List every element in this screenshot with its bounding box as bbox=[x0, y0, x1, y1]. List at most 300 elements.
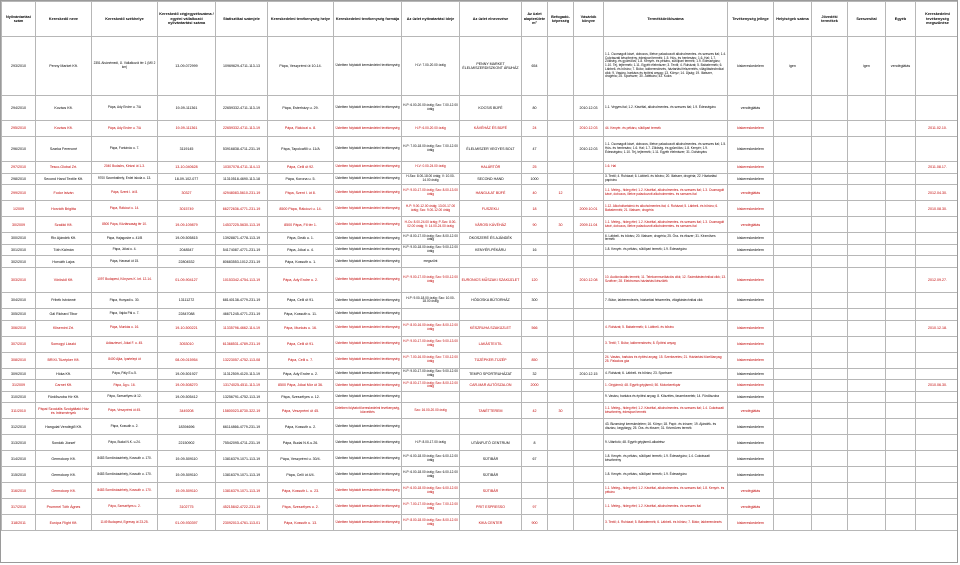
table-cell[interactable] bbox=[574, 308, 604, 320]
table-cell[interactable]: Üzletben folytatott kereskedelmi tevékenység bbox=[334, 499, 402, 515]
table-cell[interactable] bbox=[774, 403, 812, 419]
table-cell[interactable]: H-P: 6.00-18.00 óráig; Szo: 6.00-12.00 óráig bbox=[402, 467, 460, 483]
table-cell[interactable]: 8500 Pápa, Köztársaság tér 10. bbox=[92, 217, 158, 233]
table-cell[interactable] bbox=[812, 368, 848, 380]
table-cell[interactable]: 294/2010 bbox=[2, 96, 36, 121]
table-cell[interactable]: 299/2010 bbox=[2, 185, 36, 201]
table-cell[interactable] bbox=[848, 391, 886, 403]
table-cell[interactable]: Klisemint Zrt. bbox=[36, 320, 92, 336]
table-cell[interactable] bbox=[812, 451, 848, 467]
table-cell[interactable]: Pápa, Tapolcafői u. 11/A bbox=[268, 137, 334, 162]
table-cell[interactable] bbox=[886, 162, 916, 174]
table-cell[interactable]: 1.1. Meleg-, hideg étel; 1.2. Kávéital, alkoholmentes- és szeszes ital; 1.8. Kenyér- és pékáru bbox=[604, 483, 728, 499]
table-cell[interactable]: Szarka Ferencné bbox=[36, 137, 92, 162]
table-cell[interactable] bbox=[460, 256, 522, 268]
table-cell[interactable] bbox=[886, 380, 916, 392]
table-cell[interactable]: Pápa, Hunyadi u. 30. bbox=[92, 292, 158, 308]
table-cell[interactable] bbox=[774, 320, 812, 336]
table-cell[interactable]: 2011.08.17. bbox=[916, 162, 959, 174]
table-cell[interactable]: Tesco-Global Zrt. bbox=[36, 162, 92, 174]
table-cell[interactable]: 310/2010 bbox=[2, 391, 36, 403]
table-cell[interactable]: Pápa, Pály E.u.5. bbox=[92, 368, 158, 380]
table-cell[interactable] bbox=[774, 292, 812, 308]
table-cell[interactable]: 19-09-111361 bbox=[158, 96, 216, 121]
table-cell[interactable]: 40 bbox=[522, 185, 548, 201]
table-cell[interactable]: 307/2010 bbox=[2, 336, 36, 352]
table-cell[interactable]: kiskereskedelem bbox=[728, 267, 774, 292]
table-cell[interactable] bbox=[916, 244, 959, 256]
table-cell[interactable]: 8500 Pápa, Jókai Mór út 36. bbox=[268, 380, 334, 392]
table-cell[interactable] bbox=[886, 244, 916, 256]
table-cell[interactable]: kiskereskedelem bbox=[728, 435, 774, 451]
table-cell[interactable]: 1.1. Meleg-, hideg étel; 1.2. Kávéital, alkoholmentes- és szeszes ital bbox=[604, 499, 728, 515]
table-cell[interactable] bbox=[774, 256, 812, 268]
table-cell[interactable]: 30 bbox=[548, 217, 574, 233]
table-cell[interactable] bbox=[916, 137, 959, 162]
table-cell[interactable] bbox=[812, 162, 848, 174]
table-cell[interactable]: Pápa, Kossuth L. u. 23. bbox=[268, 483, 334, 499]
table-cell[interactable] bbox=[774, 201, 812, 217]
table-cell[interactable] bbox=[848, 96, 886, 121]
table-cell[interactable]: H-Szo: 8.00-18.00 óráig; V: 10.00-14.00 óráig bbox=[402, 173, 460, 185]
table-cell[interactable]: H-P: 7.00-16.00 óráig; Szo: 7.00-12.00 óráig bbox=[402, 352, 460, 368]
table-cell[interactable] bbox=[848, 217, 886, 233]
table-cell[interactable] bbox=[916, 435, 959, 451]
table-cell[interactable]: 2010.12.03 bbox=[574, 137, 604, 162]
table-cell[interactable]: Pápa, Vajda Pál u. 7. bbox=[92, 308, 158, 320]
table-cell[interactable] bbox=[548, 499, 574, 515]
table-cell[interactable]: Pápa, Jókai u. 4. bbox=[268, 244, 334, 256]
table-cell[interactable]: ÖKOSZERÉ ÉS AJÁNDÉK bbox=[460, 233, 522, 245]
table-cell[interactable]: Germokorp Kft. bbox=[36, 467, 92, 483]
table-cell[interactable]: kiskereskedelem bbox=[728, 451, 774, 467]
table-cell[interactable]: 303/2010 bbox=[2, 267, 36, 292]
table-cell[interactable]: Fribék Istvánné bbox=[36, 292, 92, 308]
table-cell[interactable]: 1.1. Csomagolt kávé, dobozos, illetve palackozott alkoholmentes- és szeszes ital; 1.4. Cukrászati készítmény, édesipari termék; 1.5. Hús- és hentesáru; 1.6. Hal; 1.7. Zöldség- és gyümölcs; 1.8. Kenyér- és pékáru, sütőipari termék; 1.9. Édességáru; 1.10. Tej, tejtermék; 1.11. Egyéb élelmiszer; 3. Textil; 4. Ruházat; 5. Babatermék; 6. Lábbeli- és bőráru; 7. Bútor, lakberendezés, háztartási felszerelés, világítástechnikai cikk; 9. Vasáru, barkács és építési anyag; 13. Könyv; 14. Újság; 19. Illatszer, drogéria; 25. Sportszer; 30. Játékáru; 43. Kulcs bbox=[604, 37, 728, 96]
table-cell[interactable] bbox=[916, 403, 959, 419]
table-cell[interactable]: kiskereskedelem bbox=[728, 515, 774, 531]
table-cell[interactable]: 22659332-4711-113-19 bbox=[216, 121, 268, 137]
table-cell[interactable]: Pápa, Veszprémi út 10-14. bbox=[268, 37, 334, 96]
table-cell[interactable] bbox=[916, 368, 959, 380]
table-cell[interactable]: Pápa, Ág u. 16. bbox=[92, 380, 158, 392]
table-cell[interactable] bbox=[774, 233, 812, 245]
table-cell[interactable] bbox=[886, 499, 916, 515]
table-cell[interactable]: Pápa, Veszprémi út 45. bbox=[92, 403, 158, 419]
table-cell[interactable]: HÓDOSKA BÚTORHÁZ bbox=[460, 292, 522, 308]
table-cell[interactable] bbox=[574, 336, 604, 352]
table-cell[interactable]: 2009.10.01 bbox=[574, 201, 604, 217]
table-cell[interactable] bbox=[886, 336, 916, 352]
table-cell[interactable]: 566 bbox=[522, 320, 548, 336]
table-cell[interactable]: 2351 Alsónémedi, Ü. Vállalkozói tér 1 (M0 2 km) bbox=[92, 37, 158, 96]
table-cell[interactable]: Pápa, Kossuth u. 13. bbox=[268, 515, 334, 531]
table-cell[interactable]: kiskereskedelem bbox=[728, 137, 774, 162]
table-cell[interactable]: 14537225-5630-113-19 bbox=[216, 217, 268, 233]
table-cell[interactable] bbox=[812, 499, 848, 515]
table-cell[interactable]: 16 bbox=[522, 244, 548, 256]
table-cell[interactable] bbox=[886, 217, 916, 233]
table-cell[interactable] bbox=[886, 352, 916, 368]
table-cell[interactable]: 80683553-1012-231-19 bbox=[216, 256, 268, 268]
table-cell[interactable] bbox=[848, 435, 886, 451]
table-cell[interactable]: 309/2010 bbox=[2, 368, 36, 380]
table-cell[interactable]: 9. Vasáru, barkács és építési anyag; 8. Kőszéles, faszerkezetek; 14. Fürdőszoba bbox=[604, 391, 728, 403]
table-cell[interactable]: 313/2010 bbox=[2, 435, 36, 451]
table-cell[interactable]: 19-09-501927 bbox=[158, 368, 216, 380]
table-cell[interactable] bbox=[916, 217, 959, 233]
table-cell[interactable]: 850 bbox=[522, 352, 548, 368]
table-cell[interactable]: vendéglátás bbox=[728, 217, 774, 233]
table-cell[interactable] bbox=[728, 308, 774, 320]
table-cell[interactable]: 2048547 bbox=[158, 244, 216, 256]
table-cell[interactable] bbox=[848, 352, 886, 368]
table-cell[interactable]: 6. Lábbeli- és bőráru; 20. Illatszer, drogéria; 25. Óra- és ékszer; 31. Kézműves termék bbox=[604, 233, 728, 245]
table-cell[interactable] bbox=[812, 173, 848, 185]
table-cell[interactable]: 15800023-8730-322-19 bbox=[216, 403, 268, 419]
table-cell[interactable] bbox=[848, 483, 886, 499]
table-cell[interactable]: 293/2010 bbox=[2, 37, 36, 96]
table-cell[interactable]: kiskereskedelem bbox=[728, 37, 774, 96]
table-cell[interactable] bbox=[848, 403, 886, 419]
table-cell[interactable] bbox=[548, 121, 574, 137]
table-cell[interactable]: H-P: 6.00-18.00 óráig; Szo: 6.00-12.00 óráig bbox=[402, 483, 460, 499]
table-cell[interactable]: 1149 Budapest, Egressy út 23-25. bbox=[92, 515, 158, 531]
table-cell[interactable]: Fodor István bbox=[36, 185, 92, 201]
table-cell[interactable] bbox=[848, 121, 886, 137]
table-cell[interactable]: 22659332-4711-113-19 bbox=[216, 96, 268, 121]
table-cell[interactable]: kiskereskedelem bbox=[728, 352, 774, 368]
table-cell[interactable]: 297/2010 bbox=[2, 162, 36, 174]
table-cell[interactable] bbox=[574, 173, 604, 185]
table-cell[interactable]: Pápa, Veszprémi u. 30/4. bbox=[268, 451, 334, 467]
table-cell[interactable] bbox=[916, 451, 959, 467]
table-cell[interactable] bbox=[848, 162, 886, 174]
table-cell[interactable]: H-V: 0.00-24.00 óráig bbox=[402, 162, 460, 174]
table-cell[interactable]: H-P: 8.00-17.00 óráig bbox=[402, 435, 460, 451]
table-cell[interactable] bbox=[548, 244, 574, 256]
table-cell[interactable] bbox=[916, 233, 959, 245]
table-cell[interactable]: PRIT ESPRESSO bbox=[460, 499, 522, 515]
table-cell[interactable]: H-P: 8.00-17.00 óráig; Szo: 8.00-12.00 óráig bbox=[402, 233, 460, 245]
table-cell[interactable]: Üzletben folytatott kereskedelmi tevékenység bbox=[334, 435, 402, 451]
table-cell[interactable]: 13174025-4511-113-19 bbox=[216, 380, 268, 392]
table-cell[interactable]: 314/2010 bbox=[2, 451, 36, 467]
table-cell[interactable] bbox=[402, 419, 460, 435]
table-cell[interactable]: kiskereskedelem bbox=[728, 336, 774, 352]
table-cell[interactable]: H-P: 7.00-18.00 óráig; Szo: 7.00-12.00 óráig bbox=[402, 137, 460, 162]
table-cell[interactable] bbox=[848, 368, 886, 380]
table-cell[interactable]: SÜTIBÁR bbox=[460, 451, 522, 467]
table-cell[interactable] bbox=[812, 308, 848, 320]
table-cell[interactable]: HANGULAT BÜFÉ bbox=[460, 185, 522, 201]
table-cell[interactable]: Pápa, Kossuth u. 1. bbox=[268, 256, 334, 268]
table-cell[interactable]: Pápa, Szent I. út 8. bbox=[268, 185, 334, 201]
table-cell[interactable]: 2010.12.03 bbox=[574, 121, 604, 137]
table-cell[interactable] bbox=[728, 256, 774, 268]
table-cell[interactable]: Pápa, Esterházy u. 29. bbox=[268, 96, 334, 121]
table-cell[interactable]: 18 bbox=[522, 201, 548, 217]
table-cell[interactable]: Horváth Brigitta bbox=[36, 201, 92, 217]
table-cell[interactable]: Pápa, Budai N.K.u.26. bbox=[268, 435, 334, 451]
table-cell[interactable] bbox=[916, 173, 959, 185]
table-cell[interactable] bbox=[574, 467, 604, 483]
table-cell[interactable]: LAKÁSTEXTIL bbox=[460, 336, 522, 352]
table-cell[interactable]: Fürdőszoba Hír Kft. bbox=[36, 391, 92, 403]
table-cell[interactable]: Pápa, Veszprémi út 45. bbox=[268, 403, 334, 419]
table-cell[interactable]: 9700 Szombathely, Erdei iskola u. 13. bbox=[92, 173, 158, 185]
table-cell[interactable] bbox=[886, 267, 916, 292]
table-cell[interactable]: 302/2010 bbox=[2, 256, 36, 268]
table-cell[interactable]: 308/2010 bbox=[2, 352, 36, 368]
table-cell[interactable]: 23092013-4761-113-01 bbox=[216, 515, 268, 531]
table-cell[interactable]: Üzletben folytatott kereskedelmi tevékenység bbox=[334, 256, 402, 268]
table-cell[interactable]: Üzletben folytatott kereskedelmi tevékenység bbox=[334, 391, 402, 403]
table-cell[interactable]: 2010.12.18. bbox=[916, 320, 959, 336]
table-cell[interactable]: Európa Flight Kft. bbox=[36, 515, 92, 531]
table-cell[interactable] bbox=[812, 467, 848, 483]
table-cell[interactable]: 1. Gépjármű; 48. Egyéb gépjármű; 50. Motorkerékpár bbox=[604, 380, 728, 392]
table-cell[interactable]: 01-09-904127 bbox=[158, 267, 216, 292]
table-cell[interactable] bbox=[548, 515, 574, 531]
table-cell[interactable]: 13928871-4778-113-19 bbox=[216, 233, 268, 245]
table-cell[interactable]: 97 bbox=[522, 499, 548, 515]
table-cell[interactable]: vendéglátás bbox=[886, 37, 916, 96]
table-cell[interactable]: 18394696 bbox=[158, 419, 216, 435]
table-cell[interactable]: 1.8. Kenyér- és pékáru, sütőipari termék; 1.9. Édességáru bbox=[604, 244, 728, 256]
table-cell[interactable]: ÉLELMISZER VEGYES BOLT bbox=[460, 137, 522, 162]
table-cell[interactable]: PENNY MARKET ÉLELMISZERDISZKONT ÁRUHÁZ bbox=[460, 37, 522, 96]
table-cell[interactable]: Üzletben folytatott kereskedelmi tevékenység bbox=[334, 137, 402, 162]
table-cell[interactable]: Adásztevel, Jókai F. u. 45. bbox=[92, 336, 158, 352]
table-cell[interactable]: 3119145 bbox=[158, 137, 216, 162]
table-cell[interactable]: 11335796-4662-114-19 bbox=[216, 320, 268, 336]
table-cell[interactable] bbox=[848, 467, 886, 483]
table-cell[interactable]: 2010.12.08 bbox=[574, 267, 604, 292]
table-cell[interactable]: KIKA CENTER bbox=[460, 515, 522, 531]
table-cell[interactable] bbox=[916, 37, 959, 96]
table-cell[interactable] bbox=[574, 403, 604, 419]
table-cell[interactable]: Szalóki Kft. bbox=[36, 217, 92, 233]
table-cell[interactable] bbox=[848, 451, 886, 467]
table-cell[interactable]: Üzletben folytatott kereskedelmi tevékenység bbox=[334, 267, 402, 292]
table-cell[interactable] bbox=[916, 96, 959, 121]
table-cell[interactable]: Gál Richard Tibor bbox=[36, 308, 92, 320]
table-cell[interactable]: Rix Ajándék Kft. bbox=[36, 233, 92, 245]
table-cell[interactable] bbox=[548, 37, 574, 96]
table-cell[interactable]: 10. Audiovizuális termék; 11. Telekommunikációs cikk; 12. Számítástechnikai cikk; 13. Szoftver; 28. Elektromos háztartási készülék bbox=[604, 267, 728, 292]
table-cell[interactable]: igen bbox=[848, 37, 886, 96]
table-cell[interactable]: Üzletben folytatott kereskedelmi tevékenység bbox=[334, 121, 402, 137]
table-cell[interactable] bbox=[916, 336, 959, 352]
table-cell[interactable]: 75542095-4711-231-19 bbox=[216, 435, 268, 451]
table-cell[interactable] bbox=[522, 467, 548, 483]
table-cell[interactable] bbox=[774, 267, 812, 292]
table-cell[interactable]: 305/2010 bbox=[2, 308, 36, 320]
table-cell[interactable] bbox=[812, 201, 848, 217]
table-cell[interactable] bbox=[548, 173, 574, 185]
table-cell[interactable]: Üzletben folytatott kereskedelmi tevékenység bbox=[334, 451, 402, 467]
table-cell[interactable]: 2012.04.30. bbox=[916, 185, 959, 201]
table-cell[interactable] bbox=[916, 256, 959, 268]
table-cell[interactable] bbox=[848, 419, 886, 435]
table-cell[interactable]: Pápa, Munkás u. 16. bbox=[268, 320, 334, 336]
table-cell[interactable]: 296/2010 bbox=[2, 137, 36, 162]
table-cell[interactable] bbox=[574, 244, 604, 256]
table-cell[interactable] bbox=[522, 256, 548, 268]
table-cell[interactable] bbox=[774, 336, 812, 352]
table-cell[interactable]: CAR-MAR AUTÓSZALON bbox=[460, 380, 522, 392]
table-cell[interactable] bbox=[548, 320, 574, 336]
table-cell[interactable] bbox=[886, 292, 916, 308]
table-cell[interactable]: Pápa, Haraszt út 15. bbox=[92, 256, 158, 268]
table-cell[interactable] bbox=[886, 185, 916, 201]
table-cell[interactable]: vendéglátás bbox=[728, 499, 774, 515]
table-cell[interactable]: 13-09-072999 bbox=[158, 37, 216, 96]
table-cell[interactable]: H-P: 6.00-18.00 óráig; Szo: 6.00-12.00 óráig bbox=[402, 451, 460, 467]
table-cell[interactable] bbox=[812, 515, 848, 531]
table-cell[interactable]: Pápa, Fontánóc u. 7. bbox=[92, 137, 158, 162]
table-cell[interactable] bbox=[812, 320, 848, 336]
table-cell[interactable]: 306/2010 bbox=[2, 320, 36, 336]
table-cell[interactable]: FUSZEKLI bbox=[460, 201, 522, 217]
table-cell[interactable]: 1.1. Meleg-, hideg étel; 1.2. Kávéital, alkoholmentes- és szeszes ital; 1.4. Cukrászati készítmény, édesipari termék bbox=[604, 403, 728, 419]
table-cell[interactable]: 01-09-930397 bbox=[158, 515, 216, 531]
table-cell[interactable] bbox=[812, 137, 848, 162]
table-cell[interactable] bbox=[848, 292, 886, 308]
table-cell[interactable]: Üzletben folytatott kereskedelmi tevékenység bbox=[334, 483, 402, 499]
table-cell[interactable]: Germokorp Kft. bbox=[36, 483, 92, 499]
table-cell[interactable] bbox=[522, 233, 548, 245]
table-cell[interactable] bbox=[774, 499, 812, 515]
table-cell[interactable] bbox=[522, 419, 548, 435]
table-cell[interactable]: kiskereskedelem bbox=[728, 419, 774, 435]
table-cell[interactable] bbox=[774, 352, 812, 368]
table-cell[interactable]: 304/2010 bbox=[2, 292, 36, 308]
table-cell[interactable] bbox=[574, 451, 604, 467]
table-cell[interactable]: Pápa, Szeszélyes u. 12. bbox=[268, 391, 334, 403]
table-cell[interactable]: 2010.06.30. bbox=[916, 380, 959, 392]
table-cell[interactable] bbox=[886, 96, 916, 121]
table-cell[interactable]: Vöröskő Kft. bbox=[36, 267, 92, 292]
table-cell[interactable]: 2012.09.27. bbox=[916, 267, 959, 292]
table-cell[interactable]: Pápa, Ady Endre u. 7/A bbox=[92, 121, 158, 137]
table-cell[interactable]: Pápa, Szeszélyes u. 2. bbox=[92, 499, 158, 515]
table-cell[interactable]: H-V: 7.00-20.00 óráig bbox=[402, 37, 460, 96]
table-cell[interactable]: Üzletben folytatott kereskedelmi tevékenység bbox=[334, 244, 402, 256]
table-cell[interactable] bbox=[574, 435, 604, 451]
table-cell[interactable]: Somogyi László bbox=[36, 336, 92, 352]
table-cell[interactable]: 3. Textil; 4. Ruházat; 5. Babatermék; 6. Lábbeli- és bőráru; 7. Bútor, lakberendezés bbox=[604, 515, 728, 531]
table-cell[interactable] bbox=[916, 292, 959, 308]
table-cell[interactable]: 1.6. Hal bbox=[604, 162, 728, 174]
table-cell[interactable]: Pápa, Ady Endre u. 2. bbox=[268, 368, 334, 380]
table-cell[interactable] bbox=[812, 403, 848, 419]
table-cell[interactable]: Pápa, Celli u. 7. bbox=[268, 352, 334, 368]
table-cell[interactable]: 66272636-4771-231-19 bbox=[216, 201, 268, 217]
table-cell[interactable] bbox=[812, 352, 848, 368]
table-cell[interactable]: 19-09-509110 bbox=[158, 451, 216, 467]
table-cell[interactable] bbox=[604, 308, 728, 320]
table-cell[interactable]: Pápa, Rákóczi u. 8. bbox=[268, 121, 334, 137]
table-cell[interactable]: Pápa, Ady Endre u. 7/A bbox=[92, 96, 158, 121]
table-cell[interactable]: 300 bbox=[522, 292, 548, 308]
table-cell[interactable]: 67 bbox=[522, 451, 548, 467]
table-cell[interactable]: UTÁNFUTÓ CENTRUM bbox=[460, 435, 522, 451]
table-cell[interactable] bbox=[774, 162, 812, 174]
table-cell[interactable] bbox=[548, 435, 574, 451]
table-cell[interactable]: 44. Kenyér- és pékáru, sütőipari termék bbox=[604, 121, 728, 137]
table-cell[interactable]: Üzletben folytatott kereskedelmi tevékenység bbox=[334, 368, 402, 380]
table-cell[interactable]: Pápa, Munkás u. 16. bbox=[92, 320, 158, 336]
table-cell[interactable] bbox=[774, 380, 812, 392]
table-cell[interactable]: Szo: 16.00-20.00 óráig bbox=[402, 403, 460, 419]
table-cell[interactable]: kiskereskedelem bbox=[728, 391, 774, 403]
table-cell[interactable] bbox=[548, 419, 574, 435]
table-cell[interactable]: Pápa, Rákóczi u. 14. bbox=[92, 201, 158, 217]
table-cell[interactable]: 19-09-509110 bbox=[158, 483, 216, 499]
table-cell[interactable]: 2009.11.04 bbox=[574, 217, 604, 233]
table-cell[interactable]: Üzletben folytatott kereskedelmi tevékenység bbox=[334, 37, 402, 96]
table-cell[interactable]: kiskereskedelem bbox=[728, 380, 774, 392]
table-cell[interactable]: 2011.02.10. bbox=[916, 121, 959, 137]
table-cell[interactable]: 1.1. Meleg-, hideg étel; 1.2. Kávéital, alkoholmentes- és szeszes ital; 1.3. Csomagolt kávé, dobozos, illetve palackozott alkoholmentes- és szeszes ital bbox=[604, 185, 728, 201]
table-cell[interactable]: 1.1. Meleg-, hideg étel; 1.2. Kávéital, alkoholmentes- és szeszes ital; 1.3. Csomagolt kávé, dobozos, illetve palackozott alkoholmentes- és szeszes ital bbox=[604, 217, 728, 233]
table-cell[interactable]: KÉSZRUHA SZAKÜZLET bbox=[460, 320, 522, 336]
table-cell[interactable] bbox=[886, 233, 916, 245]
table-cell[interactable]: 3102775 bbox=[158, 499, 216, 515]
table-cell[interactable]: kiskereskedelem bbox=[728, 320, 774, 336]
table-cell[interactable]: Üzletben folytatott kereskedelmi tevékenység bbox=[334, 96, 402, 121]
table-cell[interactable] bbox=[548, 267, 574, 292]
table-cell[interactable]: Pápa, Celli út 92. bbox=[268, 162, 334, 174]
table-cell[interactable]: 53916838-4711-231-19 bbox=[216, 137, 268, 162]
table-cell[interactable]: 90 bbox=[522, 217, 548, 233]
table-cell[interactable]: H-P: 7.00-17.00 óráig; Szo: 7.00-12.00 óráig bbox=[402, 499, 460, 515]
table-cell[interactable]: 13111272 bbox=[158, 292, 216, 308]
table-cell[interactable]: 13-10-040628 bbox=[158, 162, 216, 174]
table-cell[interactable] bbox=[916, 352, 959, 368]
table-cell[interactable]: 24. Vasáru, barkács és építési anyag; 15. Szerkezetes; 21. Háztartási tüzelőanyag; 25. Palackos gáz bbox=[604, 352, 728, 368]
table-cell[interactable] bbox=[574, 320, 604, 336]
table-cell[interactable]: 654 bbox=[522, 37, 548, 96]
table-cell[interactable]: TÜZÉPKER-TÜZÉP bbox=[460, 352, 522, 368]
table-cell[interactable]: 19-09-111361 bbox=[158, 121, 216, 137]
table-cell[interactable]: Üzletben folytatott kereskedelmi tevékenység bbox=[334, 308, 402, 320]
table-cell[interactable]: 3. Textil; 7. Bútor, lakberendezés; 8. Építési anyag bbox=[604, 336, 728, 352]
table-cell[interactable]: Pápa, Ady Endre u. 2. bbox=[268, 267, 334, 292]
table-cell[interactable] bbox=[886, 515, 916, 531]
table-cell[interactable]: H-Cs: 8.00-24.00 óráig; P-Szo: 8.00-02.00 óráig; V: 14.00-24.00 óráig bbox=[402, 217, 460, 233]
table-cell[interactable]: 66114866-4779-231-19 bbox=[216, 419, 268, 435]
table-cell[interactable] bbox=[886, 403, 916, 419]
table-cell[interactable] bbox=[886, 256, 916, 268]
table-cell[interactable] bbox=[812, 217, 848, 233]
table-cell[interactable] bbox=[886, 467, 916, 483]
table-cell[interactable]: H-P: 9.00-17.00 óráig; Szo: 9.00-12.00 óráig bbox=[402, 368, 460, 380]
table-cell[interactable] bbox=[886, 391, 916, 403]
table-cell[interactable] bbox=[774, 185, 812, 201]
table-cell[interactable] bbox=[848, 256, 886, 268]
table-cell[interactable]: 68140138-4779-231-19 bbox=[216, 292, 268, 308]
table-cell[interactable]: 317/2010 bbox=[2, 499, 36, 515]
table-cell[interactable]: 2010.08.30. bbox=[916, 201, 959, 217]
table-cell[interactable]: 2010.12.03 bbox=[574, 96, 604, 121]
table-cell[interactable]: Hóka Kft. bbox=[36, 368, 92, 380]
table-cell[interactable] bbox=[886, 419, 916, 435]
table-cell[interactable]: 1097 Budapest, Könyves K. krt. 12-14. bbox=[92, 267, 158, 292]
table-cell[interactable] bbox=[774, 121, 812, 137]
